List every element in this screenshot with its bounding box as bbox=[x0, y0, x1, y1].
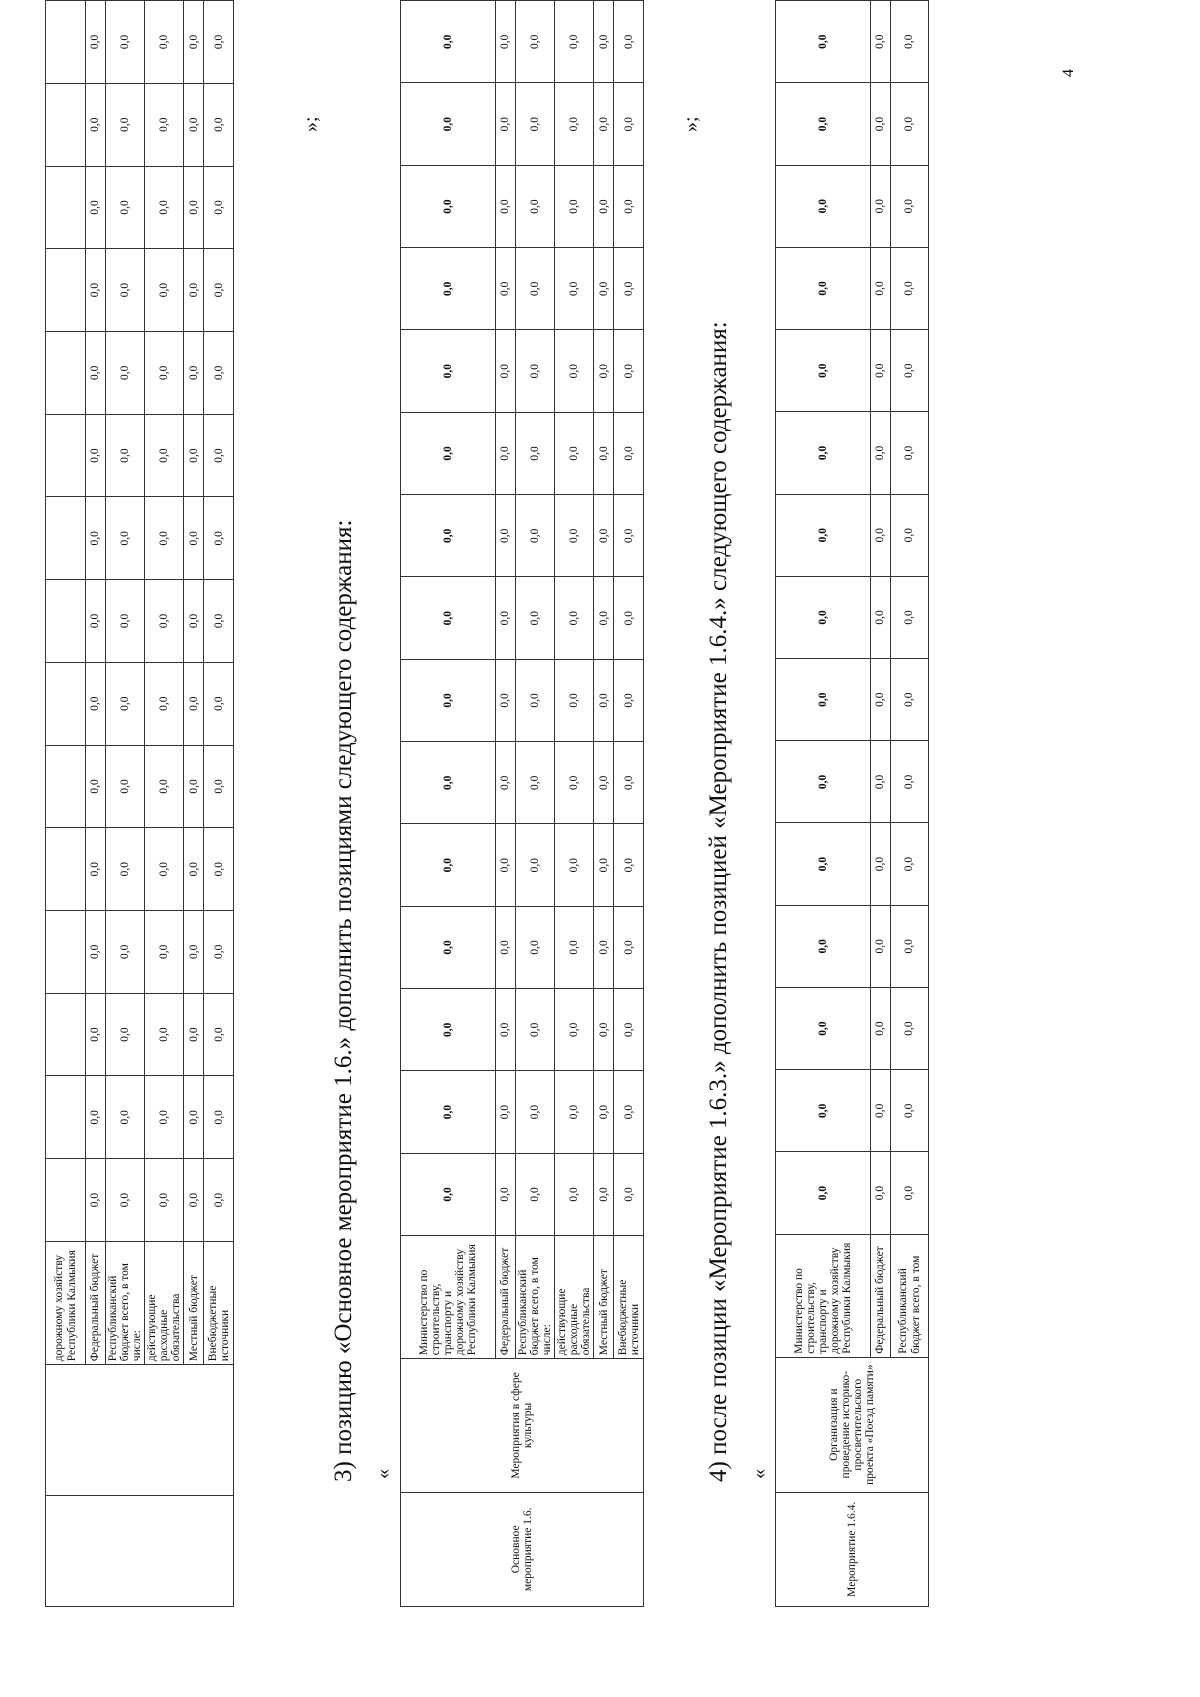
page-number: 4 bbox=[1060, 69, 1077, 77]
value-cell: 0,0 bbox=[555, 577, 594, 659]
value-cell: 0,0 bbox=[516, 824, 555, 906]
value-cell: 0,0 bbox=[516, 742, 555, 824]
value-cell: 0,0 bbox=[776, 576, 871, 658]
value-cell: 0,0 bbox=[106, 414, 145, 497]
funding-source-cell: Внебюджетные источники bbox=[614, 1236, 644, 1359]
value-cell: 0,0 bbox=[496, 165, 516, 247]
opening-quote-3: « bbox=[372, 1469, 394, 1479]
value-cell: 0,0 bbox=[594, 83, 614, 165]
value-cell: 0,0 bbox=[86, 83, 106, 166]
value-cell: 0,0 bbox=[516, 906, 555, 988]
value-cell: 0,0 bbox=[614, 824, 644, 906]
value-cell: 0,0 bbox=[776, 494, 871, 576]
funding-source-cell: Местный бюджет bbox=[594, 1236, 614, 1359]
value-cell: 0,0 bbox=[614, 412, 644, 494]
value-cell: 0,0 bbox=[145, 414, 184, 497]
value-cell: 0,0 bbox=[776, 330, 871, 412]
value-cell: 0,0 bbox=[401, 906, 496, 988]
value-cell: 0,0 bbox=[776, 83, 871, 165]
funding-source-cell: Республиканский бюджет всего, в том числе: bbox=[516, 1236, 555, 1359]
value-cell: 0,0 bbox=[871, 494, 891, 576]
value-cell: 0,0 bbox=[594, 659, 614, 741]
value-cell: 0,0 bbox=[401, 330, 496, 412]
value-cell: 0,0 bbox=[871, 412, 891, 494]
value-cell: 0,0 bbox=[86, 580, 106, 663]
value-cell: 0,0 bbox=[594, 989, 614, 1071]
budget-table-event-1-6-4 bbox=[775, 0, 929, 1607]
value-cell: 0,0 bbox=[184, 745, 204, 828]
value-cell: 0,0 bbox=[555, 906, 594, 988]
value-cell: 0,0 bbox=[555, 742, 594, 824]
value-cell: 0,0 bbox=[204, 414, 234, 497]
value-cell bbox=[46, 414, 86, 497]
value-cell bbox=[46, 331, 86, 414]
value-cell: 0,0 bbox=[555, 248, 594, 330]
funding-source-cell: Федеральный бюджет bbox=[86, 1241, 106, 1364]
value-cell: 0,0 bbox=[184, 910, 204, 993]
value-cell: 0,0 bbox=[594, 412, 614, 494]
value-cell: 0,0 bbox=[871, 247, 891, 329]
value-cell: 0,0 bbox=[106, 580, 145, 663]
value-cell: 0,0 bbox=[86, 249, 106, 332]
value-cell: 0,0 bbox=[776, 412, 871, 494]
value-cell: 0,0 bbox=[614, 165, 644, 247]
value-cell: 0,0 bbox=[614, 495, 644, 577]
value-cell: 0,0 bbox=[86, 828, 106, 911]
value-cell: 0,0 bbox=[614, 906, 644, 988]
value-cell: 0,0 bbox=[145, 993, 184, 1076]
value-cell: 0,0 bbox=[555, 1153, 594, 1235]
funding-source-cell: Внебюджетные источники bbox=[204, 1241, 234, 1364]
value-cell: 0,0 bbox=[401, 495, 496, 577]
value-cell: 0,0 bbox=[496, 83, 516, 165]
value-cell: 0,0 bbox=[516, 1, 555, 84]
value-cell: 0,0 bbox=[204, 249, 234, 332]
value-cell: 0,0 bbox=[496, 495, 516, 577]
value-cell bbox=[46, 993, 86, 1076]
value-cell bbox=[46, 1076, 86, 1159]
value-cell: 0,0 bbox=[184, 83, 204, 166]
value-cell: 0,0 bbox=[145, 331, 184, 414]
value-cell: 0,0 bbox=[776, 165, 871, 247]
value-cell: 0,0 bbox=[496, 742, 516, 824]
value-cell bbox=[46, 249, 86, 332]
value-cell: 0,0 bbox=[106, 828, 145, 911]
value-cell: 0,0 bbox=[401, 742, 496, 824]
event-title-cell: Мероприятие 1.6.4. bbox=[776, 1492, 929, 1606]
table-row bbox=[401, 1, 496, 1607]
value-cell: 0,0 bbox=[891, 165, 929, 247]
value-cell: 0,0 bbox=[106, 1, 145, 84]
value-cell: 0,0 bbox=[106, 910, 145, 993]
value-cell: 0,0 bbox=[145, 166, 184, 249]
value-cell: 0,0 bbox=[776, 741, 871, 823]
value-cell: 0,0 bbox=[776, 905, 871, 987]
value-cell: 0,0 bbox=[614, 989, 644, 1071]
value-cell bbox=[46, 662, 86, 745]
value-cell: 0,0 bbox=[401, 1, 496, 84]
value-cell: 0,0 bbox=[184, 1, 204, 84]
value-cell: 0,0 bbox=[891, 987, 929, 1069]
value-cell: 0,0 bbox=[86, 910, 106, 993]
value-cell: 0,0 bbox=[145, 1076, 184, 1159]
funding-source-cell: действующие расходные обязательства bbox=[145, 1241, 184, 1364]
value-cell bbox=[46, 910, 86, 993]
value-cell: 0,0 bbox=[776, 1070, 871, 1152]
value-cell: 0,0 bbox=[516, 165, 555, 247]
value-cell: 0,0 bbox=[145, 828, 184, 911]
value-cell: 0,0 bbox=[594, 577, 614, 659]
value-cell: 0,0 bbox=[516, 989, 555, 1071]
value-cell: 0,0 bbox=[871, 165, 891, 247]
value-cell: 0,0 bbox=[594, 906, 614, 988]
value-cell: 0,0 bbox=[555, 989, 594, 1071]
value-cell: 0,0 bbox=[496, 1, 516, 84]
value-cell: 0,0 bbox=[106, 331, 145, 414]
value-cell: 0,0 bbox=[184, 662, 204, 745]
value-cell: 0,0 bbox=[184, 828, 204, 911]
funding-source-cell: Республиканский бюджет всего, в том числе: bbox=[106, 1241, 145, 1364]
value-cell: 0,0 bbox=[614, 330, 644, 412]
event-title-cell bbox=[46, 1495, 234, 1606]
value-cell: 0,0 bbox=[204, 1, 234, 84]
value-cell: 0,0 bbox=[614, 742, 644, 824]
value-cell: 0,0 bbox=[776, 247, 871, 329]
value-cell: 0,0 bbox=[86, 497, 106, 580]
value-cell: 0,0 bbox=[204, 331, 234, 414]
value-cell: 0,0 bbox=[401, 824, 496, 906]
value-cell: 0,0 bbox=[891, 247, 929, 329]
budget-table-main-event-1-6 bbox=[400, 0, 644, 1607]
funding-source-cell: действующие расходные обязательства bbox=[555, 1236, 594, 1359]
value-cell: 0,0 bbox=[401, 83, 496, 165]
value-cell: 0,0 bbox=[891, 659, 929, 741]
funding-source-cell: Федеральный бюджет bbox=[871, 1234, 891, 1357]
value-cell: 0,0 bbox=[555, 1, 594, 84]
value-cell bbox=[46, 745, 86, 828]
value-cell: 0,0 bbox=[204, 1076, 234, 1159]
value-cell: 0,0 bbox=[891, 1, 929, 83]
event-name-cell: Мероприятия в сфере культуры bbox=[401, 1359, 644, 1492]
event-name-cell bbox=[46, 1365, 234, 1495]
value-cell: 0,0 bbox=[594, 165, 614, 247]
value-cell: 0,0 bbox=[594, 824, 614, 906]
value-cell: 0,0 bbox=[496, 577, 516, 659]
value-cell: 0,0 bbox=[871, 659, 891, 741]
value-cell: 0,0 bbox=[106, 745, 145, 828]
value-cell: 0,0 bbox=[145, 83, 184, 166]
value-cell: 0,0 bbox=[776, 987, 871, 1069]
value-cell: 0,0 bbox=[145, 497, 184, 580]
value-cell: 0,0 bbox=[86, 1159, 106, 1242]
value-cell: 0,0 bbox=[204, 1159, 234, 1242]
value-cell: 0,0 bbox=[184, 166, 204, 249]
funding-source-cell: Министерство по строительству, транспорту и дорожному хозяйству Республики Калмыкия bbox=[401, 1236, 496, 1359]
value-cell: 0,0 bbox=[204, 580, 234, 663]
value-cell: 0,0 bbox=[86, 745, 106, 828]
value-cell: 0,0 bbox=[401, 248, 496, 330]
value-cell: 0,0 bbox=[555, 83, 594, 165]
value-cell: 0,0 bbox=[496, 906, 516, 988]
value-cell: 0,0 bbox=[86, 414, 106, 497]
value-cell: 0,0 bbox=[891, 1070, 929, 1152]
value-cell: 0,0 bbox=[106, 249, 145, 332]
value-cell: 0,0 bbox=[555, 330, 594, 412]
value-cell: 0,0 bbox=[614, 577, 644, 659]
value-cell: 0,0 bbox=[891, 823, 929, 905]
value-cell bbox=[46, 1, 86, 84]
value-cell: 0,0 bbox=[614, 1153, 644, 1235]
value-cell: 0,0 bbox=[106, 83, 145, 166]
value-cell: 0,0 bbox=[614, 1, 644, 84]
value-cell: 0,0 bbox=[401, 659, 496, 741]
value-cell: 0,0 bbox=[555, 1071, 594, 1153]
value-cell: 0,0 bbox=[594, 1153, 614, 1235]
value-cell: 0,0 bbox=[184, 993, 204, 1076]
value-cell: 0,0 bbox=[204, 83, 234, 166]
funding-source-cell: Министерство по строительству, транспорту и дорожному хозяйству Республики Калмыкия bbox=[776, 1234, 871, 1357]
value-cell: 0,0 bbox=[145, 249, 184, 332]
value-cell: 0,0 bbox=[516, 1153, 555, 1235]
value-cell: 0,0 bbox=[871, 741, 891, 823]
value-cell: 0,0 bbox=[204, 166, 234, 249]
value-cell: 0,0 bbox=[401, 1071, 496, 1153]
value-cell: 0,0 bbox=[594, 1, 614, 84]
value-cell: 0,0 bbox=[516, 659, 555, 741]
value-cell: 0,0 bbox=[145, 745, 184, 828]
value-cell: 0,0 bbox=[516, 1071, 555, 1153]
value-cell: 0,0 bbox=[516, 330, 555, 412]
value-cell: 0,0 bbox=[594, 495, 614, 577]
value-cell: 0,0 bbox=[184, 1159, 204, 1242]
event-title-cell: Основное мероприятие 1.6. bbox=[401, 1492, 644, 1606]
value-cell: 0,0 bbox=[106, 497, 145, 580]
value-cell: 0,0 bbox=[106, 662, 145, 745]
value-cell: 0,0 bbox=[145, 910, 184, 993]
value-cell: 0,0 bbox=[204, 745, 234, 828]
value-cell: 0,0 bbox=[145, 1, 184, 84]
value-cell: 0,0 bbox=[891, 1152, 929, 1234]
closing-quote-1: »; bbox=[300, 116, 322, 132]
closing-quote-3: »; bbox=[680, 116, 702, 132]
value-cell bbox=[46, 497, 86, 580]
value-cell: 0,0 bbox=[871, 1070, 891, 1152]
value-cell: 0,0 bbox=[594, 248, 614, 330]
value-cell: 0,0 bbox=[401, 577, 496, 659]
value-cell: 0,0 bbox=[184, 580, 204, 663]
value-cell: 0,0 bbox=[86, 1, 106, 84]
event-name-cell: Организация и проведение историко-просветительского проекта «Поезд памяти» bbox=[776, 1357, 929, 1492]
funding-source-cell: Местный бюджет bbox=[184, 1241, 204, 1364]
value-cell: 0,0 bbox=[891, 741, 929, 823]
value-cell: 0,0 bbox=[891, 494, 929, 576]
value-cell: 0,0 bbox=[496, 412, 516, 494]
value-cell: 0,0 bbox=[496, 659, 516, 741]
funding-source-cell: дорожному хозяйству Республики Калмыкия bbox=[46, 1241, 86, 1364]
value-cell: 0,0 bbox=[891, 412, 929, 494]
value-cell: 0,0 bbox=[614, 83, 644, 165]
value-cell: 0,0 bbox=[891, 905, 929, 987]
value-cell: 0,0 bbox=[401, 1153, 496, 1235]
value-cell: 0,0 bbox=[594, 742, 614, 824]
value-cell: 0,0 bbox=[145, 580, 184, 663]
value-cell: 0,0 bbox=[106, 1159, 145, 1242]
value-cell: 0,0 bbox=[871, 1152, 891, 1234]
value-cell: 0,0 bbox=[145, 1159, 184, 1242]
value-cell: 0,0 bbox=[204, 828, 234, 911]
value-cell: 0,0 bbox=[776, 659, 871, 741]
value-cell: 0,0 bbox=[496, 330, 516, 412]
value-cell: 0,0 bbox=[516, 83, 555, 165]
opening-quote-4: « bbox=[748, 1469, 770, 1479]
value-cell: 0,0 bbox=[86, 166, 106, 249]
value-cell: 0,0 bbox=[184, 414, 204, 497]
value-cell: 0,0 bbox=[871, 905, 891, 987]
value-cell: 0,0 bbox=[86, 993, 106, 1076]
value-cell: 0,0 bbox=[86, 662, 106, 745]
value-cell: 0,0 bbox=[204, 497, 234, 580]
value-cell: 0,0 bbox=[871, 330, 891, 412]
budget-table-continuation bbox=[45, 0, 234, 1607]
value-cell: 0,0 bbox=[401, 165, 496, 247]
value-cell: 0,0 bbox=[555, 495, 594, 577]
value-cell: 0,0 bbox=[555, 659, 594, 741]
value-cell: 0,0 bbox=[516, 495, 555, 577]
value-cell bbox=[46, 166, 86, 249]
value-cell: 0,0 bbox=[496, 248, 516, 330]
value-cell: 0,0 bbox=[891, 330, 929, 412]
value-cell: 0,0 bbox=[496, 824, 516, 906]
value-cell: 0,0 bbox=[594, 1071, 614, 1153]
value-cell: 0,0 bbox=[401, 412, 496, 494]
value-cell: 0,0 bbox=[776, 1152, 871, 1234]
value-cell: 0,0 bbox=[106, 993, 145, 1076]
value-cell: 0,0 bbox=[555, 412, 594, 494]
value-cell bbox=[46, 1159, 86, 1242]
table-row bbox=[46, 1, 86, 1607]
value-cell: 0,0 bbox=[106, 166, 145, 249]
value-cell: 0,0 bbox=[204, 662, 234, 745]
value-cell: 0,0 bbox=[516, 412, 555, 494]
value-cell: 0,0 bbox=[891, 576, 929, 658]
value-cell: 0,0 bbox=[516, 248, 555, 330]
value-cell: 0,0 bbox=[496, 989, 516, 1071]
value-cell: 0,0 bbox=[184, 497, 204, 580]
funding-source-cell: Федеральный бюджет bbox=[496, 1236, 516, 1359]
value-cell: 0,0 bbox=[871, 823, 891, 905]
value-cell: 0,0 bbox=[145, 662, 184, 745]
value-cell: 0,0 bbox=[204, 910, 234, 993]
value-cell: 0,0 bbox=[614, 248, 644, 330]
value-cell: 0,0 bbox=[891, 83, 929, 165]
value-cell: 0,0 bbox=[516, 577, 555, 659]
value-cell: 0,0 bbox=[555, 824, 594, 906]
value-cell: 0,0 bbox=[776, 823, 871, 905]
value-cell: 0,0 bbox=[871, 987, 891, 1069]
table-row bbox=[776, 1, 871, 1607]
section-4-heading: 4) после позиции «Мероприятие 1.6.3.» дополнить позицией «Мероприятие 1.6.4.» следующего содержания: bbox=[705, 321, 732, 1482]
value-cell: 0,0 bbox=[184, 331, 204, 414]
value-cell: 0,0 bbox=[555, 165, 594, 247]
funding-source-cell: Республиканский бюджет всего, в том bbox=[891, 1234, 929, 1357]
value-cell: 0,0 bbox=[401, 989, 496, 1071]
value-cell: 0,0 bbox=[871, 83, 891, 165]
value-cell bbox=[46, 828, 86, 911]
value-cell: 0,0 bbox=[614, 659, 644, 741]
value-cell: 0,0 bbox=[871, 576, 891, 658]
value-cell: 0,0 bbox=[871, 1, 891, 83]
value-cell: 0,0 bbox=[496, 1153, 516, 1235]
value-cell bbox=[46, 83, 86, 166]
value-cell: 0,0 bbox=[184, 249, 204, 332]
value-cell: 0,0 bbox=[106, 1076, 145, 1159]
value-cell: 0,0 bbox=[614, 1071, 644, 1153]
value-cell bbox=[46, 580, 86, 663]
value-cell: 0,0 bbox=[86, 331, 106, 414]
value-cell: 0,0 bbox=[496, 1071, 516, 1153]
value-cell: 0,0 bbox=[204, 993, 234, 1076]
section-3-heading: 3) позицию «Основное мероприятие 1.6.» дополнить позициями следующего содержания: bbox=[330, 519, 357, 1482]
value-cell: 0,0 bbox=[184, 1076, 204, 1159]
value-cell: 0,0 bbox=[594, 330, 614, 412]
value-cell: 0,0 bbox=[776, 1, 871, 83]
value-cell: 0,0 bbox=[86, 1076, 106, 1159]
